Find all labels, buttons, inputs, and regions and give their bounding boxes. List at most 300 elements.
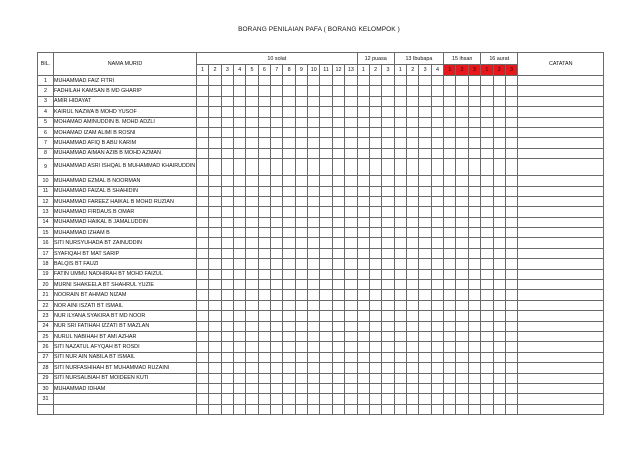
score-cell[interactable]	[456, 352, 468, 362]
score-cell[interactable]	[493, 207, 505, 217]
score-cell[interactable]	[234, 176, 246, 186]
score-cell[interactable]	[481, 363, 493, 373]
score-cell[interactable]	[468, 331, 480, 341]
score-cell[interactable]	[271, 342, 283, 352]
score-cell[interactable]	[332, 86, 344, 96]
score-cell[interactable]	[271, 259, 283, 269]
score-cell[interactable]	[431, 290, 443, 300]
score-cell[interactable]	[493, 342, 505, 352]
score-cell[interactable]	[444, 86, 456, 96]
score-cell[interactable]	[407, 394, 419, 404]
score-cell[interactable]	[345, 300, 358, 310]
score-cell[interactable]	[370, 363, 382, 373]
score-cell[interactable]	[283, 383, 295, 393]
score-cell[interactable]	[271, 159, 283, 176]
score-cell[interactable]	[456, 311, 468, 321]
catatan-cell[interactable]	[518, 290, 604, 300]
score-cell[interactable]	[370, 96, 382, 106]
score-cell[interactable]	[271, 269, 283, 279]
score-cell[interactable]	[295, 148, 307, 158]
score-cell[interactable]	[197, 342, 209, 352]
catatan-cell[interactable]	[518, 159, 604, 176]
score-cell[interactable]	[357, 331, 369, 341]
score-cell[interactable]	[370, 383, 382, 393]
score-cell[interactable]	[431, 404, 443, 414]
score-cell[interactable]	[382, 138, 394, 148]
score-cell[interactable]	[221, 176, 233, 186]
score-cell[interactable]	[481, 96, 493, 106]
score-cell[interactable]	[481, 352, 493, 362]
score-cell[interactable]	[407, 300, 419, 310]
score-cell[interactable]	[258, 259, 270, 269]
score-cell[interactable]	[271, 394, 283, 404]
score-cell[interactable]	[258, 127, 270, 137]
catatan-cell[interactable]	[518, 404, 604, 414]
score-cell[interactable]	[345, 342, 358, 352]
score-cell[interactable]	[345, 159, 358, 176]
score-cell[interactable]	[246, 363, 258, 373]
score-cell[interactable]	[431, 228, 443, 238]
score-cell[interactable]	[345, 311, 358, 321]
score-cell[interactable]	[209, 321, 221, 331]
score-cell[interactable]	[444, 238, 456, 248]
score-cell[interactable]	[481, 107, 493, 117]
score-cell[interactable]	[332, 138, 344, 148]
score-cell[interactable]	[197, 248, 209, 258]
score-cell[interactable]	[308, 207, 320, 217]
score-cell[interactable]	[382, 159, 394, 176]
score-cell[interactable]	[197, 76, 209, 86]
score-cell[interactable]	[320, 138, 332, 148]
score-cell[interactable]	[357, 311, 369, 321]
score-cell[interactable]	[419, 280, 431, 290]
score-cell[interactable]	[357, 117, 369, 127]
score-cell[interactable]	[221, 148, 233, 158]
score-cell[interactable]	[221, 290, 233, 300]
score-cell[interactable]	[505, 238, 517, 248]
score-cell[interactable]	[221, 86, 233, 96]
score-cell[interactable]	[320, 96, 332, 106]
score-cell[interactable]	[394, 96, 406, 106]
score-cell[interactable]	[258, 331, 270, 341]
score-cell[interactable]	[320, 259, 332, 269]
score-cell[interactable]	[481, 186, 493, 196]
catatan-cell[interactable]	[518, 383, 604, 393]
score-cell[interactable]	[505, 394, 517, 404]
score-cell[interactable]	[456, 86, 468, 96]
score-cell[interactable]	[295, 107, 307, 117]
score-cell[interactable]	[456, 238, 468, 248]
score-cell[interactable]	[394, 248, 406, 258]
score-cell[interactable]	[481, 248, 493, 258]
score-cell[interactable]	[209, 404, 221, 414]
score-cell[interactable]	[345, 86, 358, 96]
score-cell[interactable]	[209, 352, 221, 362]
score-cell[interactable]	[394, 311, 406, 321]
score-cell[interactable]	[382, 290, 394, 300]
score-cell[interactable]	[444, 383, 456, 393]
score-cell[interactable]	[258, 176, 270, 186]
score-cell[interactable]	[308, 352, 320, 362]
score-cell[interactable]	[271, 117, 283, 127]
score-cell[interactable]	[394, 394, 406, 404]
score-cell[interactable]	[271, 311, 283, 321]
score-cell[interactable]	[345, 96, 358, 106]
score-cell[interactable]	[197, 394, 209, 404]
score-cell[interactable]	[234, 363, 246, 373]
score-cell[interactable]	[493, 186, 505, 196]
score-cell[interactable]	[505, 383, 517, 393]
score-cell[interactable]	[357, 228, 369, 238]
score-cell[interactable]	[258, 217, 270, 227]
catatan-cell[interactable]	[518, 238, 604, 248]
score-cell[interactable]	[320, 352, 332, 362]
score-cell[interactable]	[246, 383, 258, 393]
score-cell[interactable]	[234, 186, 246, 196]
score-cell[interactable]	[209, 217, 221, 227]
score-cell[interactable]	[481, 217, 493, 227]
score-cell[interactable]	[444, 127, 456, 137]
score-cell[interactable]	[493, 280, 505, 290]
score-cell[interactable]	[431, 238, 443, 248]
catatan-cell[interactable]	[518, 186, 604, 196]
score-cell[interactable]	[283, 321, 295, 331]
score-cell[interactable]	[456, 290, 468, 300]
score-cell[interactable]	[246, 217, 258, 227]
score-cell[interactable]	[295, 228, 307, 238]
score-cell[interactable]	[370, 176, 382, 186]
score-cell[interactable]	[283, 217, 295, 227]
score-cell[interactable]	[234, 342, 246, 352]
score-cell[interactable]	[468, 76, 480, 86]
score-cell[interactable]	[295, 394, 307, 404]
score-cell[interactable]	[332, 342, 344, 352]
score-cell[interactable]	[394, 207, 406, 217]
score-cell[interactable]	[320, 311, 332, 321]
score-cell[interactable]	[197, 383, 209, 393]
score-cell[interactable]	[283, 228, 295, 238]
score-cell[interactable]	[407, 321, 419, 331]
score-cell[interactable]	[481, 280, 493, 290]
score-cell[interactable]	[295, 331, 307, 341]
score-cell[interactable]	[246, 86, 258, 96]
score-cell[interactable]	[234, 331, 246, 341]
score-cell[interactable]	[370, 404, 382, 414]
score-cell[interactable]	[345, 331, 358, 341]
score-cell[interactable]	[431, 248, 443, 258]
score-cell[interactable]	[234, 269, 246, 279]
score-cell[interactable]	[258, 300, 270, 310]
score-cell[interactable]	[258, 383, 270, 393]
score-cell[interactable]	[394, 269, 406, 279]
score-cell[interactable]	[505, 352, 517, 362]
score-cell[interactable]	[468, 383, 480, 393]
score-cell[interactable]	[283, 311, 295, 321]
score-cell[interactable]	[283, 176, 295, 186]
score-cell[interactable]	[271, 321, 283, 331]
score-cell[interactable]	[431, 96, 443, 106]
score-cell[interactable]	[221, 228, 233, 238]
score-cell[interactable]	[456, 280, 468, 290]
score-cell[interactable]	[258, 321, 270, 331]
score-cell[interactable]	[382, 352, 394, 362]
score-cell[interactable]	[419, 352, 431, 362]
score-cell[interactable]	[332, 300, 344, 310]
score-cell[interactable]	[308, 238, 320, 248]
score-cell[interactable]	[258, 107, 270, 117]
score-cell[interactable]	[370, 196, 382, 206]
score-cell[interactable]	[444, 373, 456, 383]
score-cell[interactable]	[221, 76, 233, 86]
score-cell[interactable]	[456, 373, 468, 383]
score-cell[interactable]	[258, 96, 270, 106]
score-cell[interactable]	[221, 96, 233, 106]
score-cell[interactable]	[382, 217, 394, 227]
catatan-cell[interactable]	[518, 394, 604, 404]
score-cell[interactable]	[271, 300, 283, 310]
score-cell[interactable]	[382, 186, 394, 196]
score-cell[interactable]	[332, 259, 344, 269]
score-cell[interactable]	[308, 394, 320, 404]
score-cell[interactable]	[295, 300, 307, 310]
score-cell[interactable]	[209, 76, 221, 86]
score-cell[interactable]	[246, 159, 258, 176]
score-cell[interactable]	[382, 148, 394, 158]
score-cell[interactable]	[444, 300, 456, 310]
score-cell[interactable]	[221, 352, 233, 362]
score-cell[interactable]	[221, 280, 233, 290]
score-cell[interactable]	[295, 117, 307, 127]
score-cell[interactable]	[419, 107, 431, 117]
score-cell[interactable]	[505, 363, 517, 373]
score-cell[interactable]	[308, 373, 320, 383]
catatan-cell[interactable]	[518, 96, 604, 106]
score-cell[interactable]	[209, 363, 221, 373]
score-cell[interactable]	[197, 159, 209, 176]
score-cell[interactable]	[382, 238, 394, 248]
score-cell[interactable]	[505, 404, 517, 414]
score-cell[interactable]	[394, 196, 406, 206]
score-cell[interactable]	[221, 383, 233, 393]
score-cell[interactable]	[419, 196, 431, 206]
score-cell[interactable]	[419, 207, 431, 217]
score-cell[interactable]	[444, 186, 456, 196]
score-cell[interactable]	[407, 196, 419, 206]
score-cell[interactable]	[505, 290, 517, 300]
score-cell[interactable]	[505, 138, 517, 148]
score-cell[interactable]	[320, 148, 332, 158]
score-cell[interactable]	[493, 248, 505, 258]
score-cell[interactable]	[295, 404, 307, 414]
score-cell[interactable]	[370, 138, 382, 148]
score-cell[interactable]	[283, 117, 295, 127]
score-cell[interactable]	[493, 363, 505, 373]
score-cell[interactable]	[394, 76, 406, 86]
score-cell[interactable]	[419, 290, 431, 300]
score-cell[interactable]	[308, 196, 320, 206]
score-cell[interactable]	[209, 300, 221, 310]
score-cell[interactable]	[493, 86, 505, 96]
score-cell[interactable]	[505, 196, 517, 206]
score-cell[interactable]	[431, 159, 443, 176]
score-cell[interactable]	[357, 280, 369, 290]
score-cell[interactable]	[394, 290, 406, 300]
score-cell[interactable]	[345, 259, 358, 269]
score-cell[interactable]	[345, 363, 358, 373]
score-cell[interactable]	[283, 269, 295, 279]
score-cell[interactable]	[258, 196, 270, 206]
score-cell[interactable]	[234, 148, 246, 158]
score-cell[interactable]	[481, 86, 493, 96]
score-cell[interactable]	[456, 321, 468, 331]
score-cell[interactable]	[221, 127, 233, 137]
score-cell[interactable]	[456, 248, 468, 258]
score-cell[interactable]	[197, 363, 209, 373]
score-cell[interactable]	[357, 96, 369, 106]
score-cell[interactable]	[271, 280, 283, 290]
score-cell[interactable]	[246, 148, 258, 158]
score-cell[interactable]	[345, 280, 358, 290]
score-cell[interactable]	[493, 259, 505, 269]
score-cell[interactable]	[419, 138, 431, 148]
catatan-cell[interactable]	[518, 117, 604, 127]
score-cell[interactable]	[345, 248, 358, 258]
score-cell[interactable]	[468, 300, 480, 310]
score-cell[interactable]	[332, 269, 344, 279]
score-cell[interactable]	[431, 76, 443, 86]
score-cell[interactable]	[221, 196, 233, 206]
score-cell[interactable]	[197, 280, 209, 290]
score-cell[interactable]	[332, 383, 344, 393]
score-cell[interactable]	[234, 127, 246, 137]
score-cell[interactable]	[493, 76, 505, 86]
score-cell[interactable]	[221, 159, 233, 176]
score-cell[interactable]	[456, 96, 468, 106]
score-cell[interactable]	[320, 248, 332, 258]
score-cell[interactable]	[394, 363, 406, 373]
score-cell[interactable]	[209, 159, 221, 176]
score-cell[interactable]	[332, 228, 344, 238]
score-cell[interactable]	[382, 207, 394, 217]
score-cell[interactable]	[370, 352, 382, 362]
score-cell[interactable]	[332, 404, 344, 414]
score-cell[interactable]	[258, 207, 270, 217]
catatan-cell[interactable]	[518, 107, 604, 117]
score-cell[interactable]	[221, 394, 233, 404]
score-cell[interactable]	[468, 259, 480, 269]
score-cell[interactable]	[308, 148, 320, 158]
catatan-cell[interactable]	[518, 86, 604, 96]
score-cell[interactable]	[197, 148, 209, 158]
score-cell[interactable]	[308, 342, 320, 352]
score-cell[interactable]	[271, 217, 283, 227]
score-cell[interactable]	[419, 238, 431, 248]
score-cell[interactable]	[221, 300, 233, 310]
score-cell[interactable]	[444, 148, 456, 158]
score-cell[interactable]	[444, 138, 456, 148]
score-cell[interactable]	[320, 300, 332, 310]
score-cell[interactable]	[382, 269, 394, 279]
score-cell[interactable]	[407, 159, 419, 176]
score-cell[interactable]	[332, 321, 344, 331]
score-cell[interactable]	[234, 300, 246, 310]
score-cell[interactable]	[481, 394, 493, 404]
score-cell[interactable]	[209, 127, 221, 137]
score-cell[interactable]	[258, 363, 270, 373]
score-cell[interactable]	[444, 248, 456, 258]
score-cell[interactable]	[332, 148, 344, 158]
score-cell[interactable]	[345, 176, 358, 186]
score-cell[interactable]	[234, 248, 246, 258]
score-cell[interactable]	[382, 127, 394, 137]
score-cell[interactable]	[370, 186, 382, 196]
score-cell[interactable]	[468, 238, 480, 248]
score-cell[interactable]	[382, 321, 394, 331]
score-cell[interactable]	[419, 127, 431, 137]
score-cell[interactable]	[345, 148, 358, 158]
score-cell[interactable]	[394, 373, 406, 383]
score-cell[interactable]	[283, 238, 295, 248]
score-cell[interactable]	[505, 107, 517, 117]
score-cell[interactable]	[283, 127, 295, 137]
score-cell[interactable]	[394, 331, 406, 341]
score-cell[interactable]	[246, 280, 258, 290]
score-cell[interactable]	[407, 248, 419, 258]
score-cell[interactable]	[456, 176, 468, 186]
score-cell[interactable]	[295, 159, 307, 176]
score-cell[interactable]	[295, 259, 307, 269]
score-cell[interactable]	[246, 259, 258, 269]
score-cell[interactable]	[481, 228, 493, 238]
score-cell[interactable]	[481, 196, 493, 206]
score-cell[interactable]	[320, 404, 332, 414]
score-cell[interactable]	[271, 176, 283, 186]
score-cell[interactable]	[468, 394, 480, 404]
score-cell[interactable]	[456, 117, 468, 127]
score-cell[interactable]	[221, 138, 233, 148]
score-cell[interactable]	[234, 117, 246, 127]
score-cell[interactable]	[444, 280, 456, 290]
score-cell[interactable]	[332, 280, 344, 290]
score-cell[interactable]	[505, 186, 517, 196]
score-cell[interactable]	[246, 373, 258, 383]
score-cell[interactable]	[295, 186, 307, 196]
score-cell[interactable]	[382, 259, 394, 269]
score-cell[interactable]	[468, 280, 480, 290]
score-cell[interactable]	[283, 196, 295, 206]
score-cell[interactable]	[407, 363, 419, 373]
score-cell[interactable]	[332, 127, 344, 137]
score-cell[interactable]	[295, 321, 307, 331]
score-cell[interactable]	[481, 290, 493, 300]
score-cell[interactable]	[357, 300, 369, 310]
score-cell[interactable]	[407, 207, 419, 217]
score-cell[interactable]	[308, 248, 320, 258]
score-cell[interactable]	[295, 290, 307, 300]
score-cell[interactable]	[419, 331, 431, 341]
score-cell[interactable]	[258, 86, 270, 96]
score-cell[interactable]	[295, 76, 307, 86]
catatan-cell[interactable]	[518, 363, 604, 373]
score-cell[interactable]	[221, 363, 233, 373]
score-cell[interactable]	[394, 321, 406, 331]
score-cell[interactable]	[283, 96, 295, 106]
score-cell[interactable]	[258, 248, 270, 258]
score-cell[interactable]	[209, 342, 221, 352]
score-cell[interactable]	[209, 394, 221, 404]
score-cell[interactable]	[431, 138, 443, 148]
score-cell[interactable]	[332, 159, 344, 176]
